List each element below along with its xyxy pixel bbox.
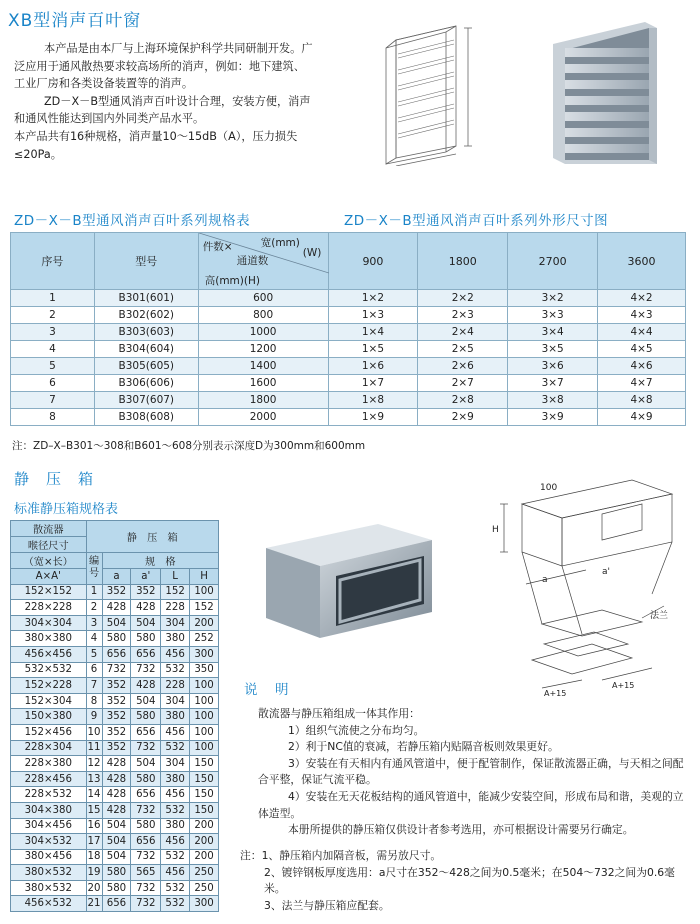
table-row: [11, 375, 686, 392]
cell-c3: 3×3: [508, 307, 598, 324]
cell-a: 580: [102, 631, 131, 647]
table-row: [11, 615, 219, 631]
table-row: [11, 896, 219, 912]
header-L: L: [161, 569, 190, 585]
cell-a2: 656: [131, 646, 161, 662]
table-row: [11, 631, 219, 647]
header-wl: （宽×长）: [11, 553, 87, 569]
cell-a: 504: [102, 615, 131, 631]
cell-a2: 580: [131, 818, 161, 834]
cell-size: 456×532: [11, 896, 87, 912]
cell-a: 656: [102, 896, 131, 912]
cell-c3: 3×8: [508, 392, 598, 409]
cell-H: 200: [190, 818, 219, 834]
notes: [240, 848, 695, 914]
cell-size: 150×380: [11, 709, 87, 725]
explain-heading: 说 明: [244, 682, 291, 698]
cell-model: B304(604): [94, 341, 198, 358]
cell-h: 800: [198, 307, 328, 324]
table-row: [11, 771, 219, 787]
cell-L: 456: [161, 724, 190, 740]
cell-c3: 3×9: [508, 409, 598, 426]
table-row: [11, 646, 219, 662]
cell-H: 350: [190, 662, 219, 678]
cell-a2: 732: [131, 740, 161, 756]
cell-H: 150: [190, 771, 219, 787]
cell-size: 152×304: [11, 693, 87, 709]
cell-a2: 428: [131, 600, 161, 616]
cell-c4: 4×7: [598, 375, 686, 392]
cell-L: 380: [161, 631, 190, 647]
cell-n: 14: [86, 787, 102, 803]
cell-model: B308(608): [94, 409, 198, 426]
louver-line-drawing: [376, 18, 526, 166]
cell-L: 380: [161, 709, 190, 725]
cell-L: 456: [161, 865, 190, 881]
spec-table-title: ZD－X－B型通风消声百叶系列规格表: [14, 213, 251, 229]
cell-n: 16: [86, 818, 102, 834]
cell-a: 428: [102, 787, 131, 803]
cell-size: 380×456: [11, 849, 87, 865]
note-2: 2、镀锌钢板厚度选用：a尺寸在352～428之间为0.5毫米；在504～732之间为0.6毫米。: [264, 865, 675, 896]
cell-c2: 2×9: [418, 409, 508, 426]
table-row: [11, 678, 219, 694]
cell-c4: 4×6: [598, 358, 686, 375]
explain-item-2: 2）利于NC值的衰减，若静压箱内贴隔音板则效果更好。: [288, 740, 559, 754]
header-count: 件数×: [202, 241, 233, 253]
cell-seq: 6: [11, 375, 95, 392]
header-diagonal: [198, 233, 328, 290]
table-row: [11, 740, 219, 756]
box-table: [10, 520, 219, 912]
cell-size: 304×532: [11, 834, 87, 850]
cell-n: 19: [86, 865, 102, 881]
cell-size: 152×152: [11, 584, 87, 600]
page-title: XB型消声百叶窗: [8, 11, 142, 31]
header-a2: a': [131, 569, 161, 585]
cell-H: 100: [190, 678, 219, 694]
label-a2: a': [602, 567, 610, 577]
header-H: H: [190, 569, 219, 585]
cell-L: 456: [161, 646, 190, 662]
table-row: [11, 341, 686, 358]
header-model: 型号: [94, 233, 198, 290]
intro-text: [14, 40, 314, 163]
cell-c1: 1×4: [328, 324, 418, 341]
cell-L: 380: [161, 818, 190, 834]
box-subheading: 标准静压箱规格表: [14, 502, 119, 517]
table-row: [11, 880, 219, 896]
cell-L: 304: [161, 756, 190, 772]
cell-a2: 732: [131, 849, 161, 865]
table-row: [11, 290, 686, 307]
cell-size: 304×380: [11, 802, 87, 818]
cell-h: 1000: [198, 324, 328, 341]
cell-seq: 7: [11, 392, 95, 409]
cell-c1: 1×3: [328, 307, 418, 324]
cell-h: 1800: [198, 392, 328, 409]
cell-model: B302(602): [94, 307, 198, 324]
cell-a2: 580: [131, 631, 161, 647]
explain-intro: 散流器与静压箱组成一体其作用：: [258, 707, 420, 720]
table-row: [11, 724, 219, 740]
cell-a: 428: [102, 802, 131, 818]
cell-H: 200: [190, 849, 219, 865]
cell-a2: 580: [131, 771, 161, 787]
cell-size: 304×304: [11, 615, 87, 631]
cell-c1: 1×5: [328, 341, 418, 358]
cell-size: 380×532: [11, 865, 87, 881]
cell-size: 380×380: [11, 631, 87, 647]
cell-seq: 1: [11, 290, 95, 307]
header-width-3600: 3600: [598, 233, 686, 290]
cell-H: 250: [190, 865, 219, 881]
cell-n: 1: [86, 584, 102, 600]
cell-c2: 2×3: [418, 307, 508, 324]
table-row: [11, 849, 219, 865]
cell-c4: 4×8: [598, 392, 686, 409]
cell-a: 428: [102, 771, 131, 787]
cell-model: B301(601): [94, 290, 198, 307]
cell-c1: 1×7: [328, 375, 418, 392]
cell-n: 18: [86, 849, 102, 865]
table-row: [11, 818, 219, 834]
cell-h: 1600: [198, 375, 328, 392]
explain-item-3: 3）安装在有天相内有通风管道中，便于配管制作，保证散流器正确，与天相之间配合平整，保证气流平稳。: [258, 756, 684, 787]
cell-c3: 3×6: [508, 358, 598, 375]
intro-paragraph-2: ZD－X－B型通风消声百叶设计合理，安装方便，消声和通风性能达到国内外同类产品水平。: [14, 94, 311, 126]
cell-size: 228×456: [11, 771, 87, 787]
cell-model: B307(607): [94, 392, 198, 409]
cell-L: 456: [161, 834, 190, 850]
cell-a2: 656: [131, 834, 161, 850]
table-row: [11, 709, 219, 725]
cell-a: 352: [102, 724, 131, 740]
cell-size: 304×456: [11, 818, 87, 834]
note-3: 3、法兰与静压箱应配套。: [264, 898, 390, 912]
cell-c4: 4×2: [598, 290, 686, 307]
cell-a: 428: [102, 756, 131, 772]
cell-size: 152×228: [11, 678, 87, 694]
label-H: H: [492, 525, 499, 535]
cell-a2: 565: [131, 865, 161, 881]
cell-n: 2: [86, 600, 102, 616]
table-row: [11, 802, 219, 818]
table-row: [11, 307, 686, 324]
cell-h: 1400: [198, 358, 328, 375]
cell-size: 152×456: [11, 724, 87, 740]
cell-size: 228×304: [11, 740, 87, 756]
note-1: 注：1、静压箱内加隔音板，需另放尺寸。: [240, 849, 442, 862]
header-width-2700: 2700: [508, 233, 598, 290]
cell-H: 100: [190, 724, 219, 740]
header-w: (W): [302, 247, 322, 259]
cell-L: 228: [161, 600, 190, 616]
cell-L: 304: [161, 615, 190, 631]
cell-size: 228×228: [11, 600, 87, 616]
cell-L: 532: [161, 880, 190, 896]
explain-item-4: 4）安装在无天花板结构的通风管道中，能减少安装空间，形成布局和谐，美观的立体造型。: [258, 789, 684, 820]
table-row: [11, 409, 686, 426]
header-aa: A×A': [11, 569, 87, 585]
cell-c3: 3×7: [508, 375, 598, 392]
header-spec: 规 格: [102, 553, 218, 569]
cell-seq: 8: [11, 409, 95, 426]
cell-seq: 4: [11, 341, 95, 358]
cell-a2: 504: [131, 693, 161, 709]
box-dimension-drawing: [482, 474, 696, 702]
cell-a: 504: [102, 834, 131, 850]
label-A15-right: A+15: [612, 681, 635, 690]
cell-c3: 3×5: [508, 341, 598, 358]
cell-n: 20: [86, 880, 102, 896]
cell-a2: 580: [131, 709, 161, 725]
cell-c1: 1×8: [328, 392, 418, 409]
box-heading: 静 压 箱: [14, 470, 95, 488]
cell-size: 456×456: [11, 646, 87, 662]
cell-a: 352: [102, 709, 131, 725]
cell-H: 200: [190, 834, 219, 850]
cell-c2: 2×8: [418, 392, 508, 409]
table-row: [11, 756, 219, 772]
cell-c1: 1×9: [328, 409, 418, 426]
table-row: [11, 392, 686, 409]
cell-a: 580: [102, 880, 131, 896]
cell-n: 3: [86, 615, 102, 631]
cell-seq: 3: [11, 324, 95, 341]
box-photo: [258, 518, 438, 644]
header-width-1800: 1800: [418, 233, 508, 290]
cell-H: 152: [190, 600, 219, 616]
header-channels: 通道数: [236, 255, 269, 267]
header-width: 宽(mm): [260, 237, 300, 249]
cell-H: 250: [190, 880, 219, 896]
cell-a: 352: [102, 693, 131, 709]
cell-H: 150: [190, 756, 219, 772]
cell-n: 6: [86, 662, 102, 678]
table-row: [11, 324, 686, 341]
cell-a2: 732: [131, 802, 161, 818]
cell-n: 8: [86, 693, 102, 709]
cell-L: 532: [161, 662, 190, 678]
cell-n: 15: [86, 802, 102, 818]
cell-H: 200: [190, 615, 219, 631]
cell-c4: 4×4: [598, 324, 686, 341]
cell-a2: 428: [131, 678, 161, 694]
cell-a2: 732: [131, 896, 161, 912]
header-height: 高(mm)(H): [204, 275, 260, 287]
header-seq: 序号: [11, 233, 95, 290]
cell-L: 532: [161, 896, 190, 912]
cell-size: 380×532: [11, 880, 87, 896]
label-100: 100: [540, 483, 558, 493]
cell-n: 21: [86, 896, 102, 912]
label-flange: 法兰: [650, 611, 669, 621]
cell-H: 300: [190, 896, 219, 912]
cell-a: 656: [102, 646, 131, 662]
table-row: [11, 865, 219, 881]
cell-H: 100: [190, 584, 219, 600]
header-num: 编号: [86, 553, 102, 585]
cell-L: 228: [161, 678, 190, 694]
intro-paragraph-3: 本产品共有16种规格，消声量10～15dB（A），压力损失≤20Pa。: [14, 129, 298, 161]
cell-a2: 732: [131, 880, 161, 896]
cell-a: 732: [102, 662, 131, 678]
header-box: 静 压 箱: [86, 521, 218, 553]
cell-H: 100: [190, 693, 219, 709]
cell-size: 228×532: [11, 787, 87, 803]
cell-c3: 3×2: [508, 290, 598, 307]
cell-a: 504: [102, 818, 131, 834]
cell-L: 532: [161, 849, 190, 865]
cell-c2: 2×7: [418, 375, 508, 392]
table-row: [11, 693, 219, 709]
cell-a: 580: [102, 865, 131, 881]
cell-n: 12: [86, 756, 102, 772]
cell-L: 532: [161, 740, 190, 756]
cell-model: B303(603): [94, 324, 198, 341]
cell-L: 532: [161, 802, 190, 818]
cell-c3: 3×4: [508, 324, 598, 341]
cell-a: 352: [102, 584, 131, 600]
cell-n: 5: [86, 646, 102, 662]
table-row: [11, 787, 219, 803]
cell-a2: 504: [131, 756, 161, 772]
explain-item-1: 1）组织气流使之分布均匀。: [288, 723, 425, 737]
cell-c2: 2×4: [418, 324, 508, 341]
cell-c4: 4×9: [598, 409, 686, 426]
intro-paragraph-1: 本产品是由本厂与上海环境保护科学共同研制开发。广泛应用于通风散热要求较高场所的消声，例如：地下建筑、工业厂房和各类设备装置等的消声。: [14, 42, 313, 91]
header-width-900: 900: [328, 233, 418, 290]
cell-H: 300: [190, 646, 219, 662]
cell-c4: 4×5: [598, 341, 686, 358]
cell-n: 7: [86, 678, 102, 694]
cell-model: B305(605): [94, 358, 198, 375]
cell-a2: 732: [131, 662, 161, 678]
cell-model: B306(606): [94, 375, 198, 392]
cell-c1: 1×6: [328, 358, 418, 375]
cell-c1: 1×2: [328, 290, 418, 307]
cell-h: 2000: [198, 409, 328, 426]
cell-size: 228×380: [11, 756, 87, 772]
table-row: [11, 600, 219, 616]
cell-c2: 2×6: [418, 358, 508, 375]
cell-c2: 2×5: [418, 341, 508, 358]
cell-size: 532×532: [11, 662, 87, 678]
cell-H: 100: [190, 740, 219, 756]
label-a: a: [542, 575, 548, 585]
cell-a2: 656: [131, 724, 161, 740]
louver-photo: [545, 14, 663, 174]
cell-L: 152: [161, 584, 190, 600]
dimension-drawing-title: ZD－X－B型通风消声百叶系列外形尺寸图: [344, 213, 609, 229]
cell-a: 352: [102, 740, 131, 756]
table-row: [11, 834, 219, 850]
explain-text: [258, 706, 693, 839]
cell-L: 380: [161, 771, 190, 787]
cell-a2: 352: [131, 584, 161, 600]
cell-c2: 2×2: [418, 290, 508, 307]
header-diffuser: 散流器: [11, 521, 87, 537]
cell-n: 11: [86, 740, 102, 756]
table-row: [11, 584, 219, 600]
cell-c4: 4×3: [598, 307, 686, 324]
cell-a: 352: [102, 678, 131, 694]
header-a: a: [102, 569, 131, 585]
cell-H: 150: [190, 787, 219, 803]
cell-h: 1200: [198, 341, 328, 358]
explain-closing: 本册所提供的静压箱仅供设计者参考选用，亦可根据设计需要另行确定。: [288, 823, 634, 837]
spec-table: [10, 232, 686, 426]
cell-n: 4: [86, 631, 102, 647]
cell-a: 428: [102, 600, 131, 616]
cell-H: 252: [190, 631, 219, 647]
cell-seq: 2: [11, 307, 95, 324]
cell-a2: 656: [131, 787, 161, 803]
cell-H: 150: [190, 802, 219, 818]
cell-n: 13: [86, 771, 102, 787]
cell-L: 304: [161, 693, 190, 709]
cell-H: 100: [190, 709, 219, 725]
cell-n: 17: [86, 834, 102, 850]
cell-n: 10: [86, 724, 102, 740]
table-row: [11, 358, 686, 375]
spec-note: 注：ZD–X–B301～308和B601～608分别表示深度D为300mm和600mm: [12, 440, 366, 452]
table-row: [11, 662, 219, 678]
label-A15-left: A+15: [544, 689, 567, 698]
cell-L: 456: [161, 787, 190, 803]
cell-a: 504: [102, 849, 131, 865]
cell-h: 600: [198, 290, 328, 307]
cell-a2: 504: [131, 615, 161, 631]
cell-n: 9: [86, 709, 102, 725]
cell-seq: 5: [11, 358, 95, 375]
header-throat: 喉径尺寸: [11, 537, 87, 553]
